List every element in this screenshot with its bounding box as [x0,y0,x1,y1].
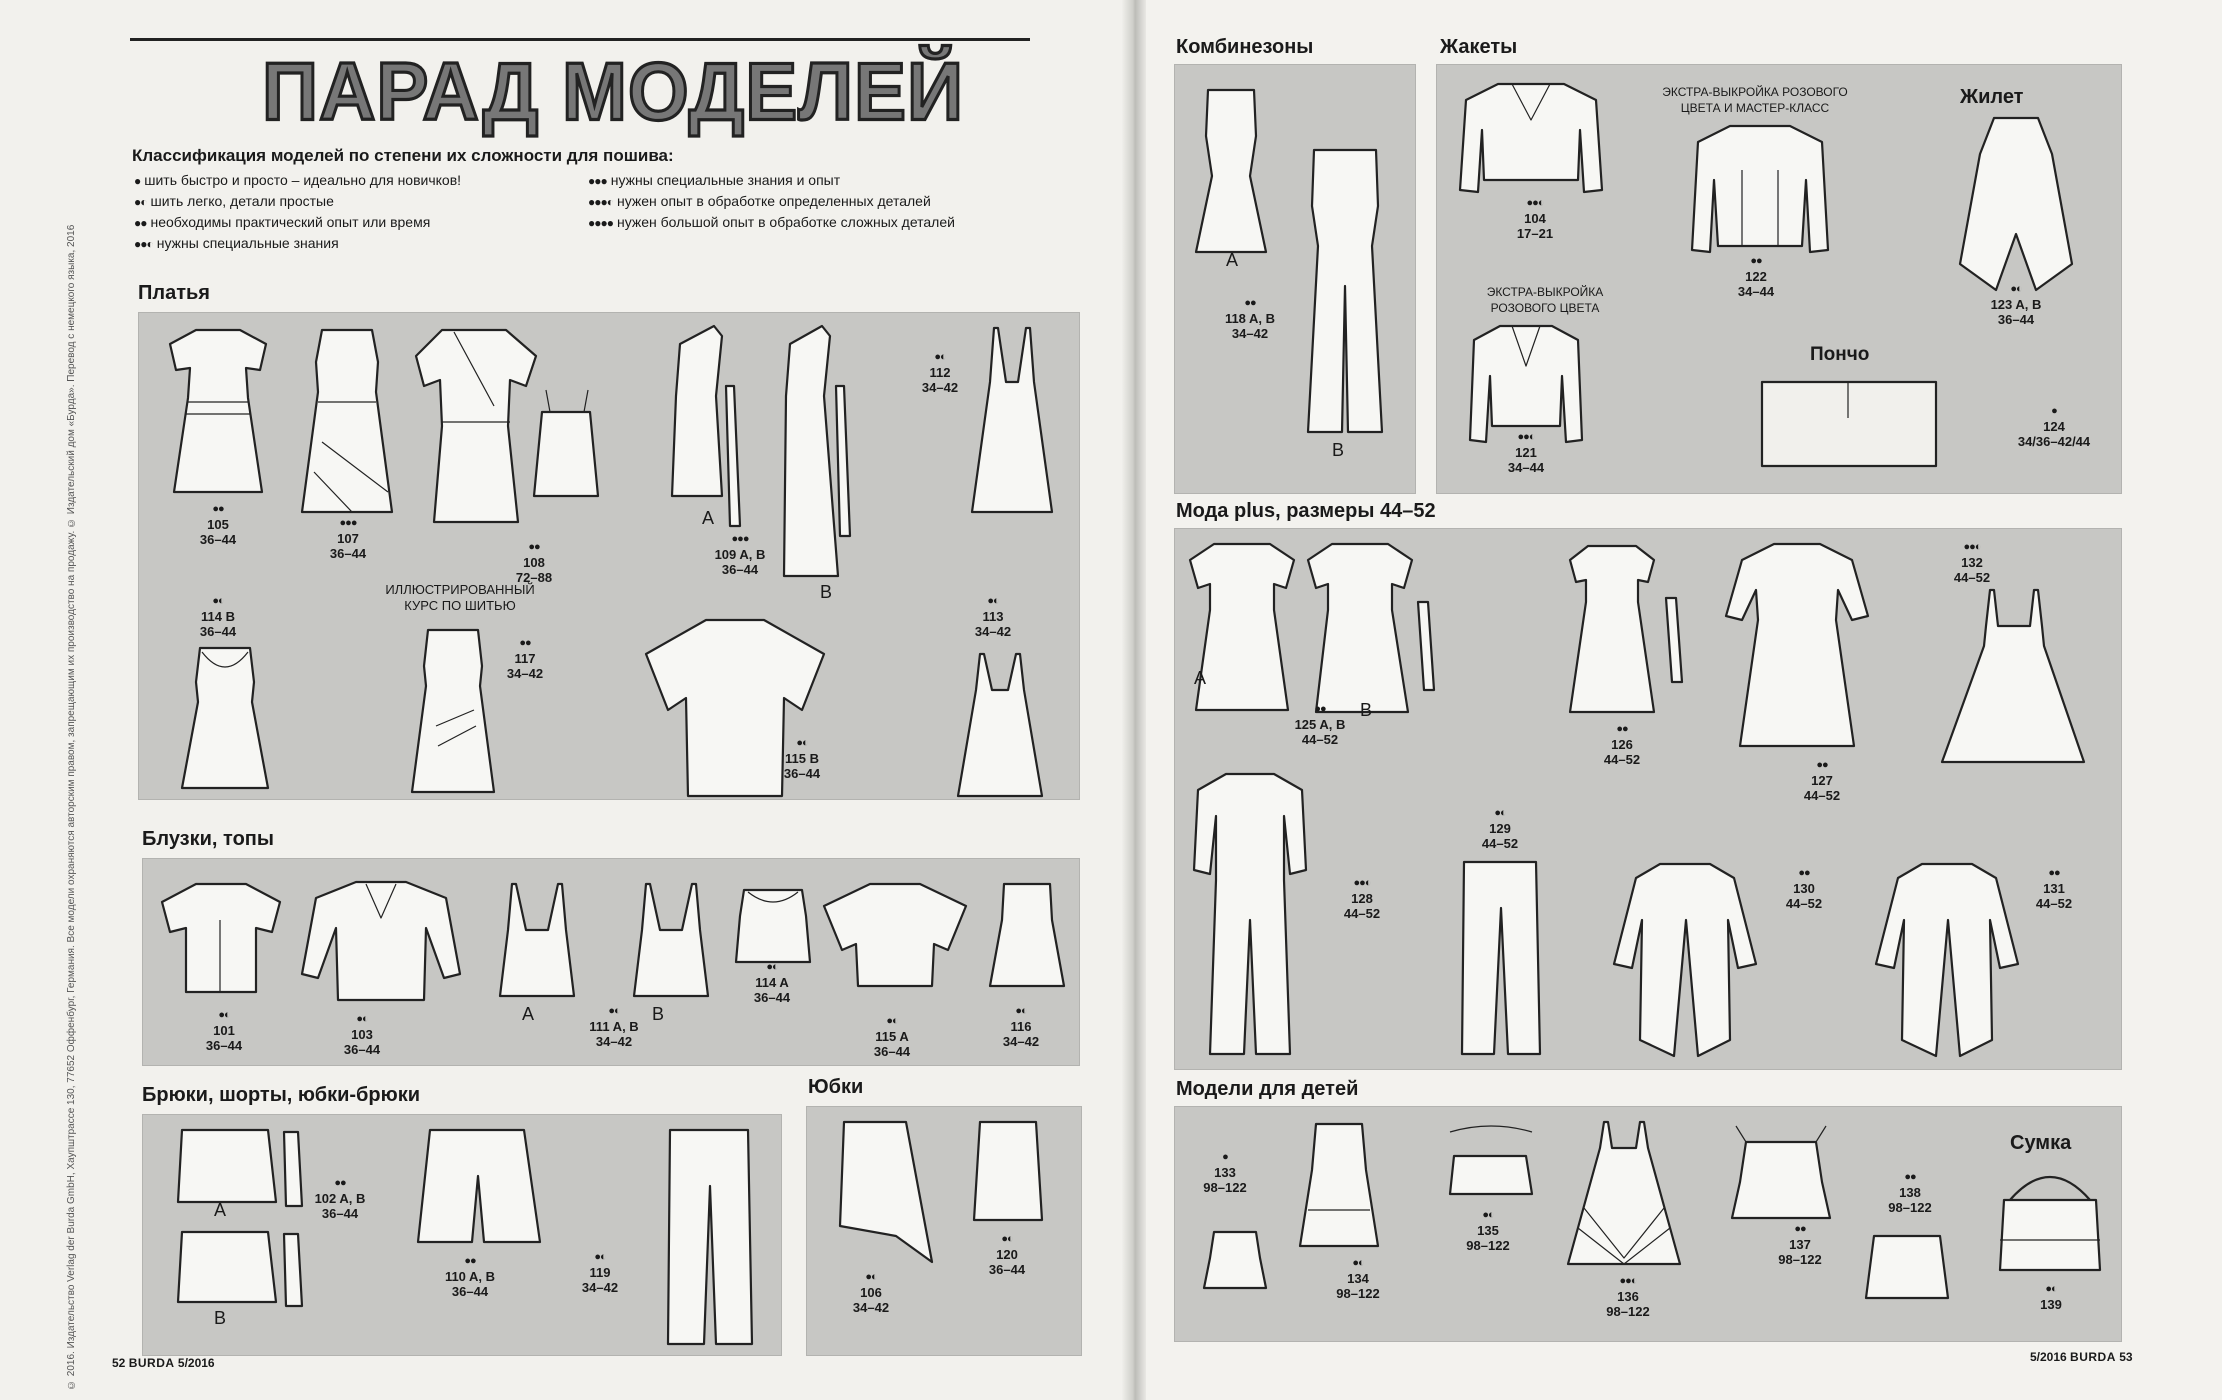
sketch-132 [1938,586,2088,766]
copyright-side-text: © 2016. Издательство Verlag der Burda GmbH, Хаупштрассе 130, 77652 Оффенбург, Германия. Все модели охраняются авторским правом, запрещающим их производство на продажу. © Издательский дом «Бурда». Перевод с немецкого языка, 2016 [66,224,77,1390]
section-title-kids: Модели для детей [1176,1078,1359,1100]
sketch-110 [414,1126,544,1246]
note-extra-pink: ЭКСТРА-ВЫКРОЙКА РОЗОВОГО ЦВЕТА [1486,285,1604,315]
label-130: ●● 130 44–52 [1785,867,1823,911]
label-121: ●●◐ 121 34–44 [1507,431,1545,475]
sketch-131 [1872,860,2022,1060]
legend-column-1 [134,170,461,254]
sketch-137 [1726,1122,1836,1222]
label-136: ●●◐ 136 98–122 [1606,1275,1650,1319]
sketch-105 [158,322,278,502]
legend-item: ●●◐ нужны специальные знания [134,235,339,251]
label-125: ●● 125 A, B 44–52 [1294,703,1346,747]
label-138: ●● 138 98–122 [1888,1171,1932,1215]
sketch-124 [1758,378,1940,470]
label-106: ●◐ 106 34–42 [852,1271,890,1315]
label-137: ●● 137 98–122 [1778,1223,1822,1267]
letter-a: A [1194,668,1207,688]
label-102: ●● 102 A, B 36–44 [314,1177,366,1221]
label-111: ●◐ 111 A, B 34–42 [589,1005,639,1049]
legend-item: ●●● нужны специальные знания и опыт [588,172,841,188]
label-105: ●● 105 36–44 [199,503,237,547]
label-122: ●● 122 34–44 [1737,255,1775,299]
section-title-dresses: Платья [138,282,210,304]
sketch-106 [836,1116,936,1266]
sketch-113 [950,650,1050,800]
section-title-jumpsuits: Комбинезоны [1176,36,1314,58]
label-115b: ●◐ 115 B 36–44 [783,737,821,781]
brand-left: BURDA [128,1356,175,1370]
label-131: ●● 131 44–52 [2035,867,2073,911]
sketch-122 [1690,120,1830,260]
legend-column-2 [588,170,955,233]
label-115a: ●◐ 115 A 36–44 [873,1015,911,1059]
section-title-trousers: Брюки, шорты, юбки-брюки [142,1084,421,1106]
sketch-107 [292,322,402,522]
label-134: ●◐ 134 98–122 [1336,1257,1380,1301]
sketch-112 [962,322,1062,522]
letter-b: B [820,582,833,602]
label-107: ●●● 107 36–44 [329,517,367,561]
label-112: ●◐ 112 34–42 [921,351,959,395]
brand-right: BURDA [2070,1350,2116,1364]
label-127: ●● 127 44–52 [1803,759,1841,803]
sketch-133 [1200,1228,1270,1292]
sketch-114b [170,642,280,792]
label-120: ●◐ 120 36–44 [988,1233,1026,1277]
label-108: ●● 108 72–88 [515,541,553,585]
sketch-135 [1446,1124,1536,1204]
sketch-104 [1456,80,1606,200]
sketch-118a [1186,86,1276,256]
sketch-139 [1990,1160,2110,1280]
legend-item: ●● необходимы практический опыт или время [134,214,431,230]
section-title-skirts: Юбки [808,1076,864,1098]
label-119: ●◐ 119 34–42 [581,1251,619,1295]
label-113: ●◐ 113 34–42 [974,595,1012,639]
label-118: ●● 118 A, B 34–42 [1224,297,1276,341]
letter-b: B [214,1308,227,1328]
label-128: ●●◐ 128 44–52 [1343,877,1381,921]
title-rule [130,38,1030,41]
label-114a: ●◐ 114 A 36–44 [753,961,791,1005]
label-110: ●● 110 A, B 36–44 [444,1255,496,1299]
classification-title: Классификация моделей по степени их сложности для пошива: [132,146,674,165]
sketch-114a [728,886,818,966]
label-124: ● 124 34/36–42/44 [2017,405,2091,449]
sketch-111b [626,880,716,1000]
section-title-bag: Сумка [2010,1132,2072,1154]
letter-a: A [522,1004,535,1024]
label-101: ●◐ 101 36–44 [205,1009,243,1053]
issue-right: 5/2016 [2030,1350,2067,1364]
sketch-129 [1456,858,1546,1058]
label-123: ●◐ 123 A, B 36–44 [1990,283,2042,327]
legend-item: ●●●● нужен большой опыт в обработке сложных деталей [588,214,955,230]
sketch-108 [414,326,614,536]
letter-b: B [1360,700,1373,720]
sketch-125 [1186,540,1456,720]
page-number-right: 53 [2119,1350,2133,1364]
sketch-134 [1294,1120,1384,1250]
section-title-plus: Мода plus, размеры 44–52 [1176,500,1436,522]
page-gutter [1122,0,1146,1400]
sketch-120 [970,1116,1050,1226]
sketch-127 [1722,540,1872,752]
label-103: ●◐ 103 36–44 [343,1013,381,1057]
label-126: ●● 126 44–52 [1603,723,1641,767]
page-number-left: 52 [112,1356,126,1370]
note-illustrated-course: ИЛЛЮСТРИРОВАННЫЙ КУРС ПО ШИТЬЮ [385,582,535,613]
sketch-130 [1610,860,1760,1060]
footer-right [2030,1350,2133,1364]
section-title-jackets: Жакеты [1440,36,1518,58]
sketch-119 [660,1126,760,1348]
label-104: ●●◐ 104 17–21 [1516,197,1554,241]
sketch-116 [982,880,1072,990]
sketch-102 [172,1126,312,1326]
letter-b: B [652,1004,665,1024]
label-114b: ●◐ 114 B 36–44 [199,595,237,639]
label-129: ●◐ 129 44–52 [1481,807,1519,851]
section-title-blouses: Блузки, топы [142,828,274,850]
sketch-118b [1290,146,1400,436]
issue-left: 5/2016 [177,1356,215,1370]
letter-a: A [214,1200,227,1220]
label-117: ●● 117 34–42 [506,637,544,681]
letter-b: B [1332,440,1345,460]
label-109: ●●● 109 A, B 36–44 [714,533,766,577]
sketch-115a [820,880,970,990]
label-139: ●◐ 139 [2040,1283,2062,1312]
label-133: ● 133 98–122 [1203,1151,1247,1195]
label-132: ●●◐ 132 44–52 [1953,541,1991,585]
sketch-138 [1862,1232,1952,1304]
label-135: ●◐ 135 98–122 [1466,1209,1510,1253]
sketch-101 [156,880,286,996]
legend-item: ● шить быстро и просто – идеально для новичков! [134,172,462,188]
sketch-136 [1564,1118,1684,1268]
note-extra-pink-master: ЭКСТРА-ВЫКРОЙКА РОЗОВОГО ЦВЕТА И МАСТЕР-КЛАСС [1662,85,1848,115]
sketch-123 [1956,114,2076,294]
footer-left [112,1356,215,1370]
letter-a: A [1226,250,1239,270]
label-116: ●◐ 116 34–42 [1002,1005,1040,1049]
sketch-111a [492,880,582,1000]
legend-item: ●●●◐ нужен опыт в обработке определенных деталей [588,193,931,209]
section-title-vest: Жилет [1960,86,2024,108]
letter-a: A [702,508,715,528]
page-title: ПАРАД МОДЕЛЕЙ [262,44,965,138]
sketch-128 [1190,770,1310,1060]
sketch-103 [296,878,466,1008]
section-title-poncho: Пончо [1810,344,1870,365]
legend-item: ●◐ шить легко, детали простые [134,193,334,209]
sketch-126 [1558,542,1698,722]
